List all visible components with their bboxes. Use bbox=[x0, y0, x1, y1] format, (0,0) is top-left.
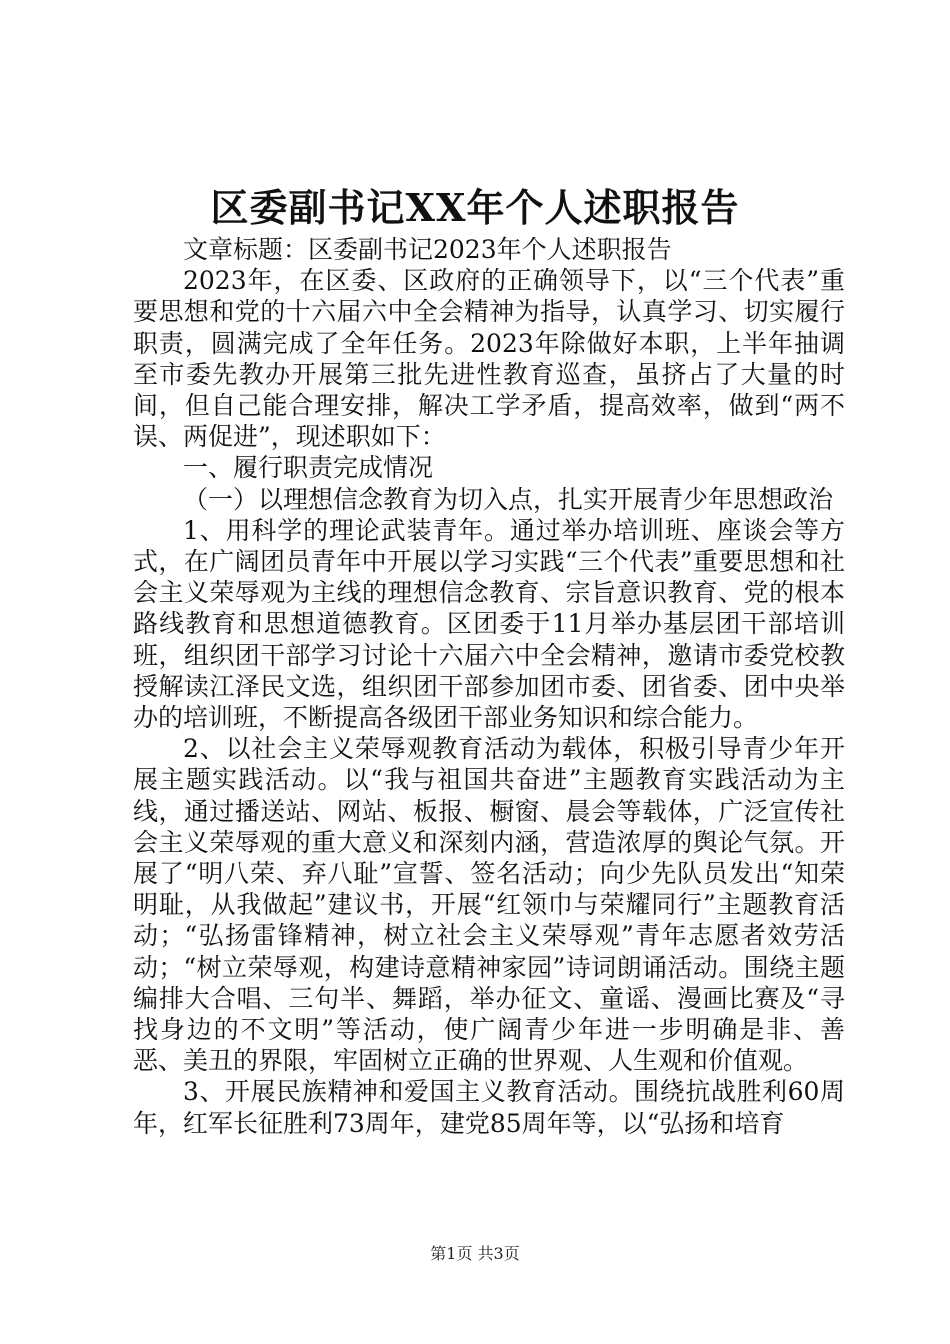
document-title: 区委副书记XX年个人述职报告 bbox=[210, 185, 740, 230]
intro-paragraph: 2023年，在区委、区政府的正确领导下，以“三个代表”重要思想和党的十六届六中全会精神为指导，认真学习、切实履行职责，圆满完成了全年任务。2023年除做好本职，上半年抽调至市委先教办开展第三批先进性教育巡查，虽挤占了大量的时间，但自己能合理安排，解决工学矛盾，提高效率，做到“两不误、两促进”，现述职如下： bbox=[133, 266, 845, 452]
document-body bbox=[133, 234, 845, 1139]
body-paragraph-2: 2、以社会主义荣辱观教育活动为载体，积极引导青少年开展主题实践活动。以“我与祖国共奋进”主题教育实践活动为主线，通过播送站、网站、板报、橱窗、晨会等载体，广泛宣传社会主义荣辱观的重大意义和深刻内涵，营造浓厚的舆论气氛。开展了“明八荣、弃八耻”宣誓、签名活动；向少先队员发出“知荣明耻，从我做起”建议书，开展“红领巾与荣耀同行”主题教育活动；“弘扬雷锋精神，树立社会主义荣辱观”青年志愿者效劳活动；“树立荣辱观，构建诗意精神家园”诗词朗诵活动。围绕主题编排大合唱、三句半、舞蹈，举办征文、童谣、漫画比赛及“寻找身边的不文明”等活动，使广阔青少年进一步明确是非、善恶、美丑的界限，牢固树立正确的世界观、人生观和价值观。 bbox=[133, 734, 845, 1076]
article-title-line: 文章标题：区委副书记2023年个人述职报告 bbox=[183, 235, 672, 264]
body-paragraph-3: 3、开展民族精神和爱国主义教育活动。围绕抗战胜利60周年，红军长征胜利73周年，建党85周年等，以“弘扬和培育 bbox=[133, 1077, 845, 1138]
body-paragraph-1: 1、用科学的理论武装青年。通过举办培训班、座谈会等方式，在广阔团员青年中开展以学习实践“三个代表”重要思想和社会主义荣辱观为主线的理想信念教育、宗旨意识教育、党的根本路线教育和思想道德教育。区团委于11月举办基层团干部培训班，组织团干部学习讨论十六届六中全会精神，邀请市委党校教授解读江泽民文选，组织团干部参加团市委、团省委、团中央举办的培训班，不断提高各级团干部业务知识和综合能力。 bbox=[133, 515, 845, 733]
subsection-heading: （一）以理想信念教育为切入点，扎实开展青少年思想政治 bbox=[183, 484, 834, 514]
section-heading: 一、履行职责完成情况 bbox=[183, 453, 434, 483]
page-footer: 第1页 共3页 bbox=[430, 1244, 520, 1263]
